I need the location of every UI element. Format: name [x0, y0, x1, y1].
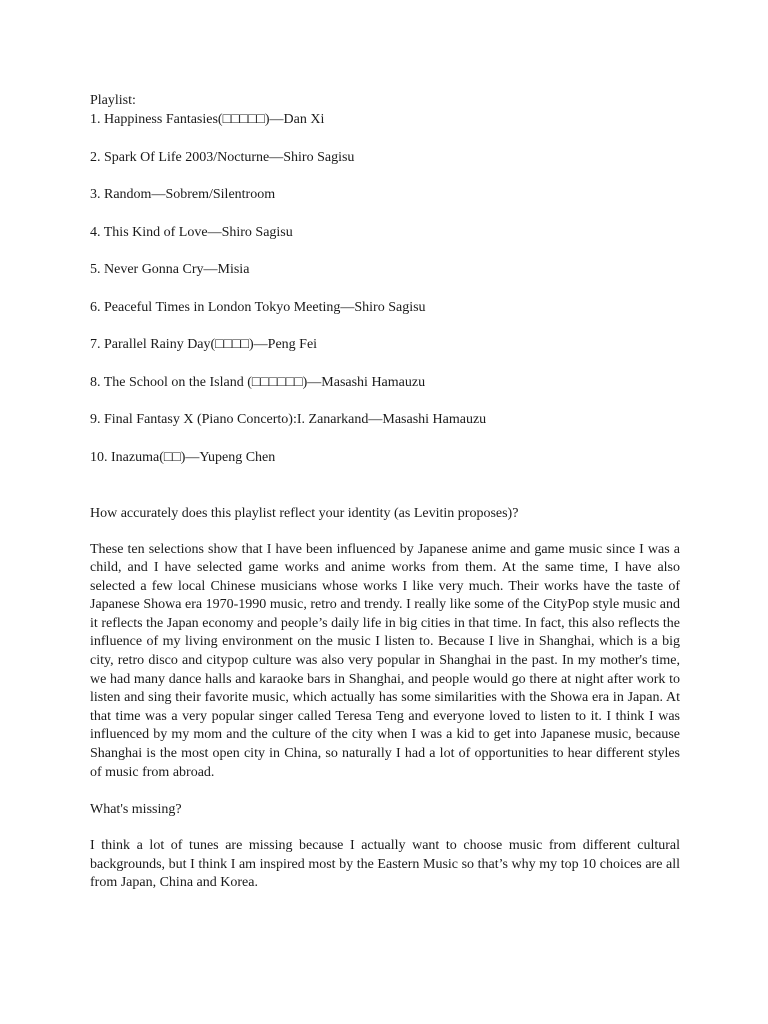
document-body [90, 91, 680, 893]
question-missing: What's missing? [90, 802, 182, 818]
playlist-heading: Playlist: [90, 93, 136, 108]
question-identity: How accurately does this playlist reflect your identity (as Levitin proposes)? [90, 505, 519, 521]
playlist-item: 2. Spark Of Life 2003/Nocturne—Shiro Sagisu [90, 149, 355, 165]
playlist-item: 1. Happiness Fantasies(□□□□□)—Dan Xi [90, 112, 325, 127]
playlist-item: 8. The School on the Island (□□□□□□)—Masashi Hamauzu [90, 374, 426, 390]
playlist-item: 4. This Kind of Love—Shiro Sagisu [90, 224, 293, 240]
playlist-item: 3. Random—Sobrem/Silentroom [90, 187, 276, 202]
playlist-item: 9. Final Fantasy X (Piano Concerto):I. Zanarkand—Masashi Hamauzu [90, 412, 487, 427]
answer-identity: These ten selections show that I have been influenced by Japanese anime and game music since I was a child, and I have selected game works and anime works from them. At the same time, I have also selected a few local Chinese musicians whose works I like very much. Their works have the taste of Japanese Showa era 1970-1990 music, retro and trendy. I really like some of the CityPop style music and it reflects the Japan economy and people’s daily life in big cities in that time. In fact, this also reflects the influence of my living environment on the music I listen to. Because I live in Shanghai, which is a big city, retro disco and citypop culture was also very popular in Shanghai in the past. In my mother's time, we had many dance halls and karaoke bars in Shanghai, and people would go there at night after work to listen and sing their favorite music, which actually has some similarities with the Showa era in Japan. At that time was a very popular singer called Teresa Teng and everyone loved to listen to it. I think I was influenced by my mom and the culture of the city when I was a kid to get into Japanese music, because Shanghai is the most open city in China, so naturally I had a lot of opportunities to hear different styles of music from abroad. [90, 541, 680, 780]
playlist-item: 5. Never Gonna Cry—Misia [90, 262, 250, 277]
playlist-item: 7. Parallel Rainy Day(□□□□)—Peng Fei [90, 337, 318, 352]
playlist-item: 10. Inazuma(□□)—Yupeng Chen [90, 449, 276, 465]
playlist-item: 6. Peaceful Times in London Tokyo Meeting—Shiro Sagisu [90, 299, 426, 315]
playlist [90, 110, 680, 467]
answer-missing: I think a lot of tunes are missing because I actually want to choose music from different cultural backgrounds, but I think I am inspired most by the Eastern Music so that’s why my top 10 choices are all from Japan, China and Korea. [90, 838, 680, 891]
